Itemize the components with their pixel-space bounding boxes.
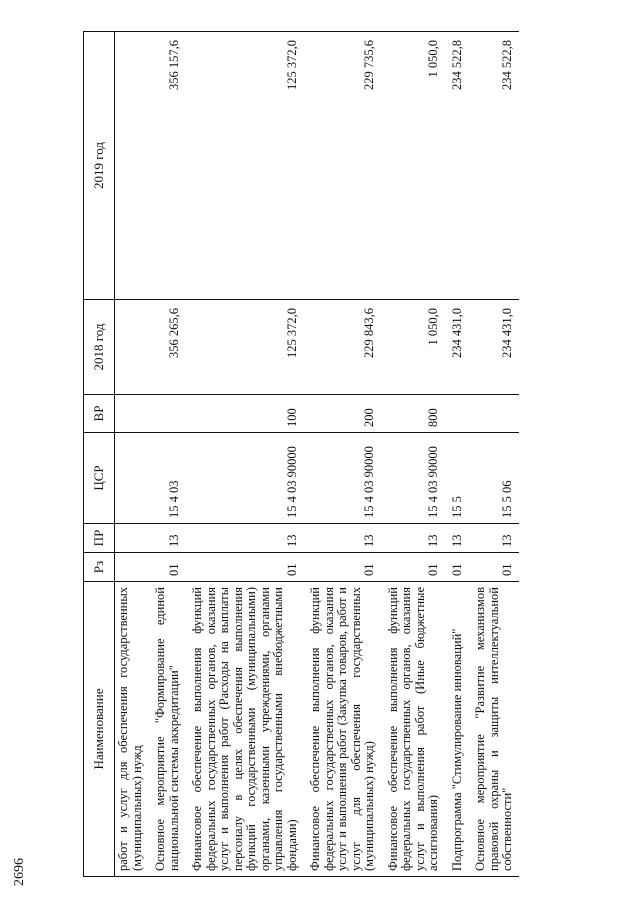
row-pr: 13 bbox=[303, 524, 381, 553]
row-name: работ и услуг для обеспечения государственных (муниципальных) нужд bbox=[115, 582, 149, 877]
budget-table bbox=[83, 31, 519, 877]
row-2019 bbox=[115, 32, 149, 300]
table-row bbox=[303, 32, 381, 877]
table-row bbox=[468, 32, 519, 877]
row-rz: 01 bbox=[148, 553, 185, 582]
row-rz: 01 bbox=[185, 553, 303, 582]
rotated-page bbox=[83, 32, 623, 877]
table-row bbox=[148, 32, 185, 877]
row-vr bbox=[115, 395, 149, 433]
row-2018: 234 431,0 bbox=[468, 300, 519, 395]
row-2018: 234 431,0 bbox=[445, 300, 469, 395]
row-rz: 01 bbox=[381, 553, 445, 582]
header-2018: 2018 год bbox=[84, 300, 115, 395]
table-header-row bbox=[84, 32, 115, 877]
row-csr: 15 5 bbox=[445, 433, 469, 524]
row-vr bbox=[468, 395, 519, 433]
row-rz bbox=[115, 553, 149, 582]
row-2019: 356 157,6 bbox=[148, 32, 185, 300]
row-csr: 15 4 03 90000 bbox=[303, 433, 381, 524]
row-pr: 13 bbox=[381, 524, 445, 553]
row-pr: 13 bbox=[148, 524, 185, 553]
table-row bbox=[445, 32, 469, 877]
table-row bbox=[185, 32, 303, 877]
row-name: Финансовое обеспечение выполнения функций федеральных государственных органов, оказания услуг и выполнения работ (Иные бюджетные ассигнования) bbox=[381, 582, 445, 877]
row-pr bbox=[115, 524, 149, 553]
row-vr: 200 bbox=[303, 395, 381, 433]
row-csr: 15 4 03 90000 bbox=[185, 433, 303, 524]
row-csr: 15 4 03 bbox=[148, 433, 185, 524]
row-pr: 13 bbox=[445, 524, 469, 553]
table-row bbox=[381, 32, 445, 877]
row-2018: 229 843,6 bbox=[303, 300, 381, 395]
row-2019: 229 735,6 bbox=[303, 32, 381, 300]
header-name: Наименование bbox=[84, 582, 115, 877]
header-rz: Рз bbox=[84, 553, 115, 582]
row-vr: 100 bbox=[185, 395, 303, 433]
header-vr: ВР bbox=[84, 395, 115, 433]
row-pr: 13 bbox=[468, 524, 519, 553]
row-name: Финансовое обеспечение выполнения функций федеральных государственных органов, оказания услуг и выполнения работ (Расходы на выплаты персоналу в целях обеспечения выполнения функций государственными (муниципальными) органами, казенными учреждениями, органами управления государственными внебюджетными фондами) bbox=[185, 582, 303, 877]
table-row bbox=[115, 32, 149, 877]
page-number: 2696 bbox=[12, 858, 27, 886]
row-name: Подпрограмма "Стимулирование инноваций" bbox=[445, 582, 469, 877]
header-2019: 2019 год bbox=[84, 32, 115, 300]
row-csr bbox=[115, 433, 149, 524]
row-name: Финансовое обеспечение выполнения функций федеральных государственных органов, оказания услуг и выполнения работ (Закупка товаров, работ и услуг для обеспечения государственных (муниципальных) нужд) bbox=[303, 582, 381, 877]
row-name: Основное мероприятие "Развитие механизмов правовой охраны и защиты интеллектуальной собственности" bbox=[468, 582, 519, 877]
row-vr bbox=[445, 395, 469, 433]
row-2018: 125 372,0 bbox=[185, 300, 303, 395]
header-csr: ЦСР bbox=[84, 433, 115, 524]
row-pr: 13 bbox=[185, 524, 303, 553]
row-csr: 15 4 03 90000 bbox=[381, 433, 445, 524]
row-2018 bbox=[115, 300, 149, 395]
row-2018: 1 050,0 bbox=[381, 300, 445, 395]
row-vr: 800 bbox=[381, 395, 445, 433]
row-2019: 1 050,0 bbox=[381, 32, 445, 300]
row-2019: 125 372,0 bbox=[185, 32, 303, 300]
header-pr: ПР bbox=[84, 524, 115, 553]
row-rz: 01 bbox=[445, 553, 469, 582]
row-name: Основное мероприятие "Формирование единой национальной системы аккредитации" bbox=[148, 582, 185, 877]
row-rz: 01 bbox=[468, 553, 519, 582]
row-2019: 234 522,8 bbox=[445, 32, 469, 300]
row-rz: 01 bbox=[303, 553, 381, 582]
row-2018: 356 265,6 bbox=[148, 300, 185, 395]
row-vr bbox=[148, 395, 185, 433]
row-2019: 234 522,8 bbox=[468, 32, 519, 300]
row-csr: 15 5 06 bbox=[468, 433, 519, 524]
